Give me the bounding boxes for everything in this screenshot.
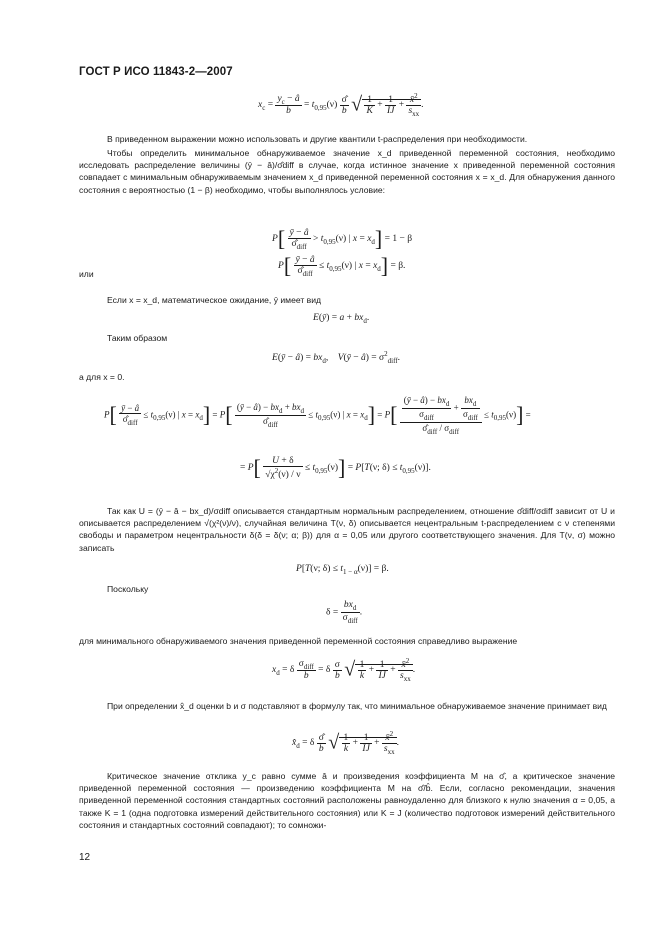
paragraph-expectation: Если x = x_d, математическое ожидание, ȳ имеет вид: [107, 295, 322, 305]
equation-long-line-2: = P[ $\frac{U + \delta}{√\chi^2(\nu) / \nu}$ ≤ $t_{0,95}(\nu)] = P[T(\nu$; $\delta) \le t_{0,95}(\nu)$].: [240, 455, 431, 481]
paragraph-x-zero: а для x = 0.: [79, 372, 125, 382]
paragraph-noncentral-t: Так как U = (ȳ − â − bx_d)/σdiff описывается стандартным нормальным распределением, отношение σ̂diff/σdiff зависит от U и описывается распределением √(χ²(ν)/ν), случайная величина T(ν, δ) описывается нецентральным t-распределением с ν степенями свободы и параметром нецентральности δ(δ = δ(ν; α; β)) для α = 0,05 или другого соответствующего значения. Для T(ν, σ) можно записать: [79, 506, 615, 553]
equation-expectation-variance: E(ȳ − â) = $bx_d$, V(ȳ − â) = $\sigma^2_{diff}$.: [272, 350, 401, 366]
equation-expectation: E(ȳ) = $a + bx_d$.: [313, 313, 370, 325]
paragraph-quantiles: В приведенном выражении можно использовать и другие квантили t-распределения при необходимости.: [107, 134, 528, 144]
paragraph-minimum-detectable: для минимального обнаруживаемого значения приведенной переменной состояния справедливо выражение: [79, 636, 518, 646]
equation-xd: $x_d = \delta$ $\frac{\sigma_{diff}}{b}$ = δ $\frac{\sigma}{b}$ √ $\frac{1}{k}$ + $\frac{1}{IJ}$ + $\frac{x̄^2}{s_{xx}}$ .: [272, 657, 416, 684]
paragraph-critical-value: Критическое значение отклика y_c равно сумме â и произведения коэффициента M на σ̂, а критическое значение приведенной переменной состояния — произведению коэффициента M на σ̂/b̂. Если, согласно рекомендации, значения приведенной переменной состояния стандартных состояний расположены равноудаленно для близкого к нулю значения α = 0,05, а также K = 1 (одна подготовка измерений действительного состояния) или K = J (количество подготовок измерений действительного состояния и стандартных состояний совпадают); то сомножи-: [79, 771, 615, 830]
equation-probability-1: P[ $\frac{ȳ - â}{\sigmâ_{diff}}$ > $t_{0,95}(\nu)$ | $x = x_d] = 1 - \beta$: [272, 226, 413, 251]
document-header: ГОСТ Р ИСО 11843-2—2007: [79, 66, 233, 78]
paragraph-estimate: При определении x̂_d оценки b и σ подставляют в формулу так, что минимальное обнаруживаемое значение принимает вид: [107, 701, 607, 711]
equation-long-line-1: P[ $\frac{ȳ - â}{\sigmâ_{diff}}$ ≤ $t_{0,95}(\nu)$ | $x = x_d] = P$[ $\frac{(ȳ - â) - bx_d + bx_d}{\sigmâ_{diff}}$ ≤ $t_{0,95}(\nu)$ | $x = x_d] = P$[ $\frac{(ȳ - â) - bx_d}{\sigma_{diff}}$ + $\frac{bx_d}{\sigma_{diff}}$ $\sigmâ_{diff} / \sigma_{diff}$ ≤ $t_{0,95}(\nu)$] =: [104, 395, 531, 436]
paragraph-since: Поскольку: [107, 584, 149, 594]
paragraph-thus: Таким образом: [107, 333, 168, 343]
page-number: 12: [79, 852, 91, 863]
equation-delta: δ = $\frac{bx_d}{\sigma_{diff}}$ .: [326, 600, 363, 625]
equation-noncentral-t: P[T(ν; $\delta) \le t_{1 - \alpha}(\nu)] = \beta$.: [296, 564, 389, 576]
equation-probability-2: P[ $\frac{ȳ - â}{\sigmâ_{diff}}$ ≤ $t_{0,95}(\nu)$ | $x = x_d] = \beta$.: [278, 253, 406, 278]
equation-xc: $x_c$ = $\frac{y_c - â}{b}$ = $t_{0,95}(\nu)$ $\frac{\sigmâ}{b}$ √ $\frac{1}{K}$ + $\frac{1}{IJ}$ + $\frac{x̄^2}{s_{xx}}$ .: [258, 92, 424, 119]
word-or: или: [79, 269, 94, 279]
paragraph-detection-condition: Чтобы определить минимальное обнаруживаемое значение x_d приведенной переменной состояния, необходимо исследовать распределение величины (ȳ − â)/σ̂diff в случае, когда истинное значение x приведенной переменной состояния совпадает с минимальным обнаруживаемым значением x_d приведенной переменной состояния x = x_d. Для обнаружения данного состояния с вероятностью (1 − β) необходимо, чтобы выполнялось условие:: [79, 148, 615, 195]
equation-xd-hat: $x̂_d = \delta$ $\frac{\sigmâ}{b}$ √ $\frac{1}{k}$ + $\frac{1}{IJ}$ + $\frac{x̄^2}{s_{xx}}$ .: [292, 730, 399, 757]
